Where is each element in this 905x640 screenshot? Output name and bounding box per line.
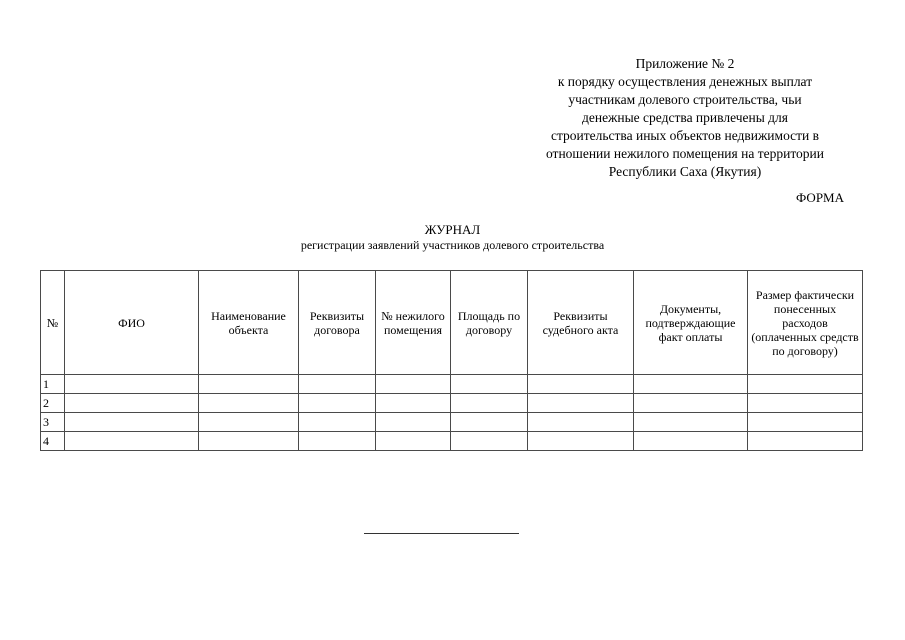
table-cell xyxy=(748,413,863,432)
table-cell xyxy=(199,394,299,413)
table-cell xyxy=(451,394,528,413)
column-header-expenses-amount: Размер фактически понесенных расходов (оплаченных средств по договору) xyxy=(748,271,863,375)
journal-title: ЖУРНАЛ xyxy=(424,222,481,237)
annex-line: участникам долевого строительства, чьи xyxy=(568,92,802,107)
annex-line: к порядку осуществления денежных выплат xyxy=(557,74,813,89)
row-number-cell: 2 xyxy=(41,394,65,413)
table-cell xyxy=(376,413,451,432)
annex-block xyxy=(520,55,850,181)
table-cell xyxy=(65,413,199,432)
table-cell xyxy=(199,432,299,451)
table-cell xyxy=(528,394,634,413)
table-cell xyxy=(528,375,634,394)
column-header-full-name: ФИО xyxy=(65,271,199,375)
journal-subtitle: регистрации заявлений участников долевого строительства xyxy=(300,238,605,252)
table-row xyxy=(41,413,863,432)
column-header-payment-documents: Документы, подтверждающие факт оплаты xyxy=(634,271,748,375)
table-cell xyxy=(65,394,199,413)
table-cell xyxy=(528,432,634,451)
table-cell xyxy=(528,413,634,432)
table-cell xyxy=(451,413,528,432)
table-cell xyxy=(299,413,376,432)
row-number-cell: 3 xyxy=(41,413,65,432)
annex-line: строительства иных объектов недвижимости в xyxy=(550,128,820,143)
registration-table xyxy=(40,270,863,451)
table-row xyxy=(41,394,863,413)
row-number-cell: 4 xyxy=(41,432,65,451)
table-cell xyxy=(748,394,863,413)
table-cell xyxy=(299,432,376,451)
table-cell xyxy=(634,432,748,451)
table-cell xyxy=(199,413,299,432)
table-cell xyxy=(634,394,748,413)
table-cell xyxy=(376,394,451,413)
table-cell xyxy=(451,375,528,394)
table-cell xyxy=(299,375,376,394)
table-cell xyxy=(65,432,199,451)
column-header-number: № xyxy=(41,271,65,375)
table-header-row xyxy=(41,271,863,375)
table-cell xyxy=(65,375,199,394)
column-header-area: Площадь по договору xyxy=(451,271,528,375)
column-header-contract-details: Реквизиты договора xyxy=(299,271,376,375)
table-cell xyxy=(634,413,748,432)
form-label: ФОРМА xyxy=(796,190,844,205)
annex-line: денежные средства привлечены для xyxy=(581,110,788,125)
table-cell xyxy=(199,375,299,394)
signature-line xyxy=(364,533,519,534)
table-cell xyxy=(376,375,451,394)
table-cell xyxy=(376,432,451,451)
table-cell xyxy=(299,394,376,413)
table-cell xyxy=(748,432,863,451)
annex-title: Приложение № 2 xyxy=(635,56,735,71)
table-row xyxy=(41,432,863,451)
row-number-cell: 1 xyxy=(41,375,65,394)
annex-line: отношении нежилого помещения на территории xyxy=(545,146,824,161)
table-cell xyxy=(748,375,863,394)
table-cell xyxy=(451,432,528,451)
column-header-object-name: Наименование объекта xyxy=(199,271,299,375)
column-header-premises-number: № нежилого помещения xyxy=(376,271,451,375)
annex-line: Республики Саха (Якутия) xyxy=(608,164,762,179)
table-row xyxy=(41,375,863,394)
table-cell xyxy=(634,375,748,394)
column-header-court-act: Реквизиты судебного акта xyxy=(528,271,634,375)
